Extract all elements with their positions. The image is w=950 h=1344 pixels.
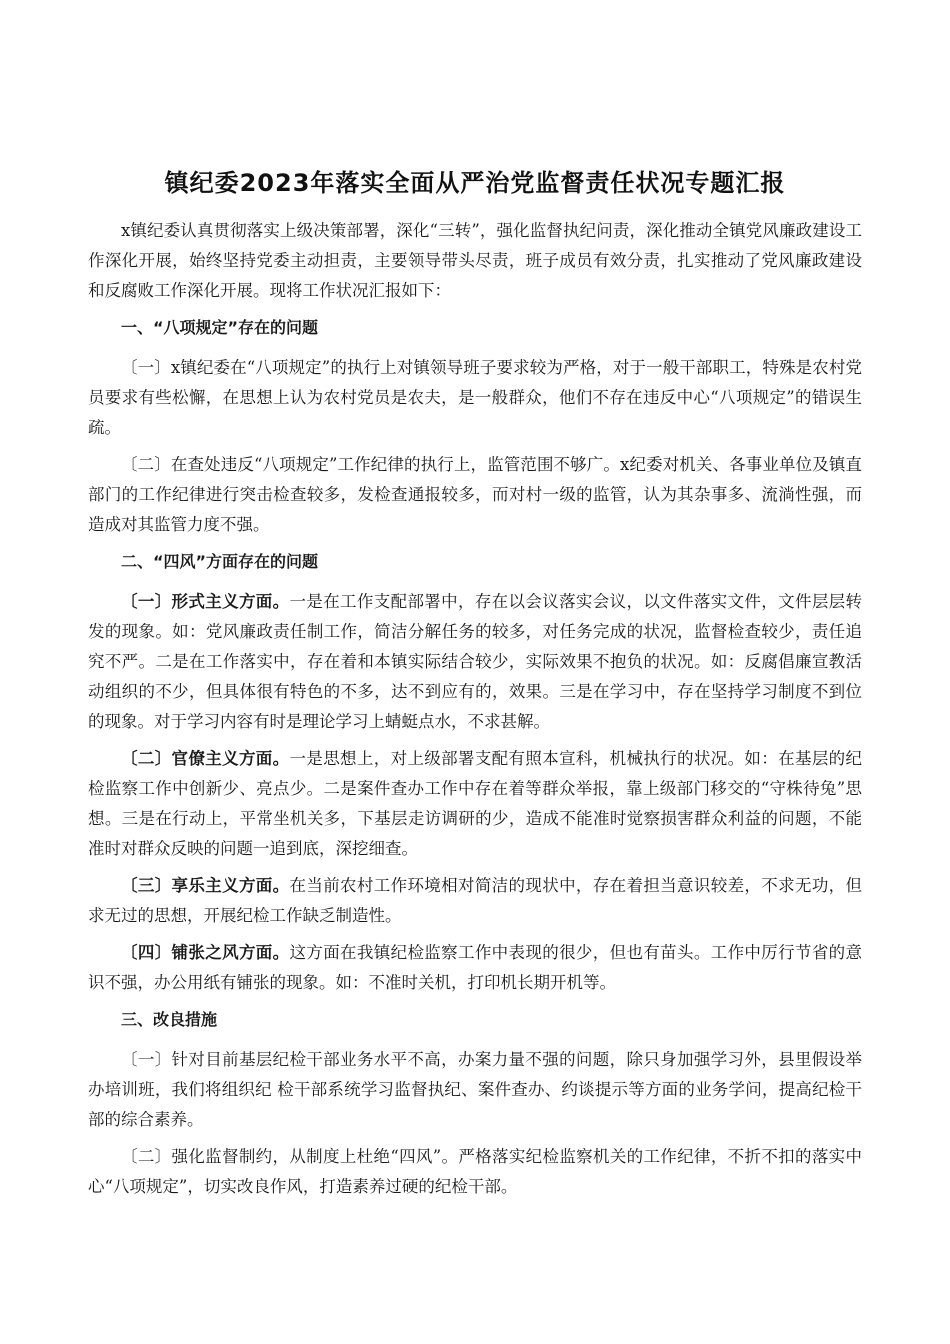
section3-paragraph-1: 〔一〕针对目前基层纪检干部业务水平不高，办案力量不强的问题，除只身加强学习外，县里假设举办培训班，我们将组织纪 检干部系统学习监督执纪、案件查办、约谈提示等方面的业务学问，提高纪检干部的综合素养。	[88, 1050, 862, 1129]
section2-item-4	[88, 938, 862, 998]
document-body	[88, 216, 862, 1209]
item-text: 一是在工作支配部署中，存在以会议落实会议，以文件落实文件，文件层层转发的现象。如：党风廉政责任制工作，简洁分解任务的较多，对任务完成的状况，监督检查较少，责任追究不严。二是在工作落实中，存在着和本镇实际结合较少，实际效果不抱负的状况。如：反腐倡廉宣教活动组织的不少，但具体很有特色的不多，达不到应有的，效果。三是在学习中，存在坚持学习制度不到位的现象。对于学习内容有时是理论学习上蜻蜓点水，不求甚解。	[88, 592, 863, 731]
item-lead: 〔三〕享乐主义方面。	[121, 876, 290, 895]
section2-item-2	[88, 744, 862, 864]
item-lead: 〔四〕铺张之风方面。	[121, 943, 290, 962]
item-lead: 〔二〕官僚主义方面。	[121, 749, 290, 768]
section1-paragraph-2: 〔二〕在查处违反“八项规定”工作纪律的执行上，监管范围不够广。x纪委对机关、各事业单位及镇直部门的工作纪律进行突击检查较多，发检查通报较多，而对村一级的监管，认为其杂事多、流淌性强，而造成对其监管力度不强。	[88, 455, 862, 534]
section2-item-3	[88, 871, 862, 931]
document-title: 镇纪委2023年落实全面从严治党监督责任状况专题汇报	[164, 169, 786, 197]
section3-paragraph-2: 〔二〕强化监督制约，从制度上杜绝“四风”。严格落实纪检监察机关的工作纪律，不折不扣的落实中心“八项规定”，切实改良作风，打造素养过硬的纪检干部。	[88, 1147, 862, 1196]
section-heading-3: 三、改良措施	[121, 1010, 218, 1029]
section-heading-2: 二、“四风”方面存在的问题	[121, 552, 319, 571]
item-text: 这方面在我镇纪检监察工作中表现的很少，但也有苗头。工作中厉行节省的意识不强，办公用纸有铺张的现象。如：不准时关机，打印机长期开机等。	[88, 943, 863, 992]
section1-paragraph-1: 〔一〕x镇纪委在“八项规定”的执行上对镇领导班子要求较为严格，对于一般干部职工，特殊是农村党员要求有些松懈，在思想上认为农村党员是农夫，是一般群众，他们不存在违反中心“八项规定”的错误生疏。	[88, 358, 862, 437]
item-lead: 〔一〕形式主义方面。	[121, 592, 290, 611]
intro-paragraph: x镇纪委认真贯彻落实上级决策部署，深化“三转”，强化监督执纪问责，深化推动全镇党风廉政建设工作深化开展，始终坚持党委主动担责，主要领导带头尽责，班子成员有效分责，扎实推动了党风廉政建设和反腐败工作深化开展。现将工作状况汇报如下：	[88, 221, 862, 300]
item-text: 在当前农村工作环境相对简洁的现状中，存在着担当意识较差，不求无功，但求无过的思想，开展纪检工作缺乏制造性。	[88, 876, 863, 925]
section2-item-1	[88, 587, 862, 737]
section-heading-1: 一、“八项规定”存在的问题	[121, 318, 319, 337]
item-text: 一是思想上，对上级部署支配有照本宣科，机械执行的状况。如：在基层的纪检监察工作中创新少、亮点少。二是案件查办工作中存在着等群众举报，靠上级部门移交的“守株待兔”思想。三是在行动上，平常坐机关多，下基层走访调研的少，造成不能准时觉察损害群众利益的问题，不能准时对群众反映的问题一追到底，深挖细查。	[88, 749, 863, 858]
